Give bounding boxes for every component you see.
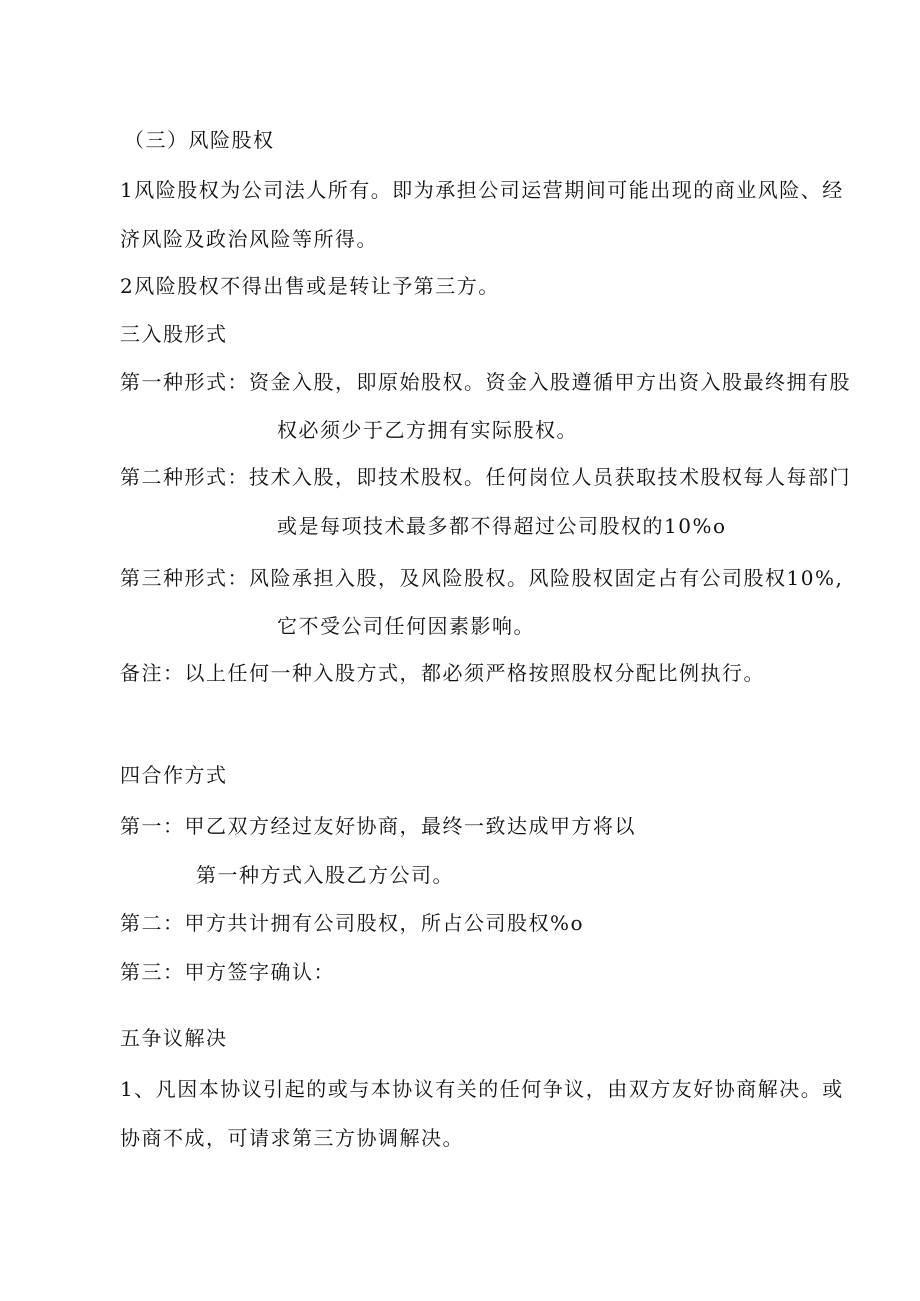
dispute-1-line-2: 协商不成，可请求第三方协调解决。 [120, 1126, 464, 1150]
form-1-line-1: 第一种形式：资金入股，即原始股权。资金入股遵循甲方出资入股最终拥有股 [120, 370, 851, 394]
section-heading-dispute: 五争议解决 [120, 1026, 228, 1050]
form-3-line-1: 第三种形式：风险承担入股，及风险股权。风险股权固定占有公司股权10%, [120, 566, 844, 590]
cooperation-3-signature: 第三：甲方签字确认： [120, 960, 335, 984]
paragraph-risk-equity-2: 2风险股权不得出售或是转让予第三方。 [120, 274, 500, 298]
dispute-1-line-1: 1、凡因本协议引起的或与本协议有关的任何争议，由双方友好协商解决。或 [120, 1077, 844, 1101]
form-3-line-2: 它不受公司任何因素影响。 [277, 614, 535, 638]
cooperation-2: 第二：甲方共计拥有公司股权，所占公司股权%o [120, 911, 585, 935]
form-2-line-1: 第二种形式：技术入股，即技术股权。任何岗位人员获取技术股权每人每部门 [120, 465, 851, 489]
remark-note: 备注：以上任何一种入股方式，都必须严格按照股权分配比例执行。 [120, 661, 765, 685]
form-1-line-2: 权必须少于乙方拥有实际股权。 [277, 418, 578, 442]
section-heading-risk-equity: （三）风险股权 [124, 128, 275, 152]
cooperation-1-line-2: 第一种方式入股乙方公司。 [196, 863, 454, 887]
section-heading-join-forms: 三入股形式 [120, 322, 228, 346]
section-heading-cooperation: 四合作方式 [120, 763, 228, 787]
form-2-line-2: 或是每项技术最多都不得超过公司股权的10%o [277, 514, 727, 538]
paragraph-risk-equity-1-line-2: 济风险及政治风险等所得。 [120, 227, 378, 251]
cooperation-1-line-1: 第一：甲乙双方经过友好协商，最终一致达成甲方将以 [120, 814, 636, 838]
paragraph-risk-equity-1-line-1: 1风险股权为公司法人所有。即为承担公司运营期间可能出现的商业风险、经 [120, 178, 844, 202]
